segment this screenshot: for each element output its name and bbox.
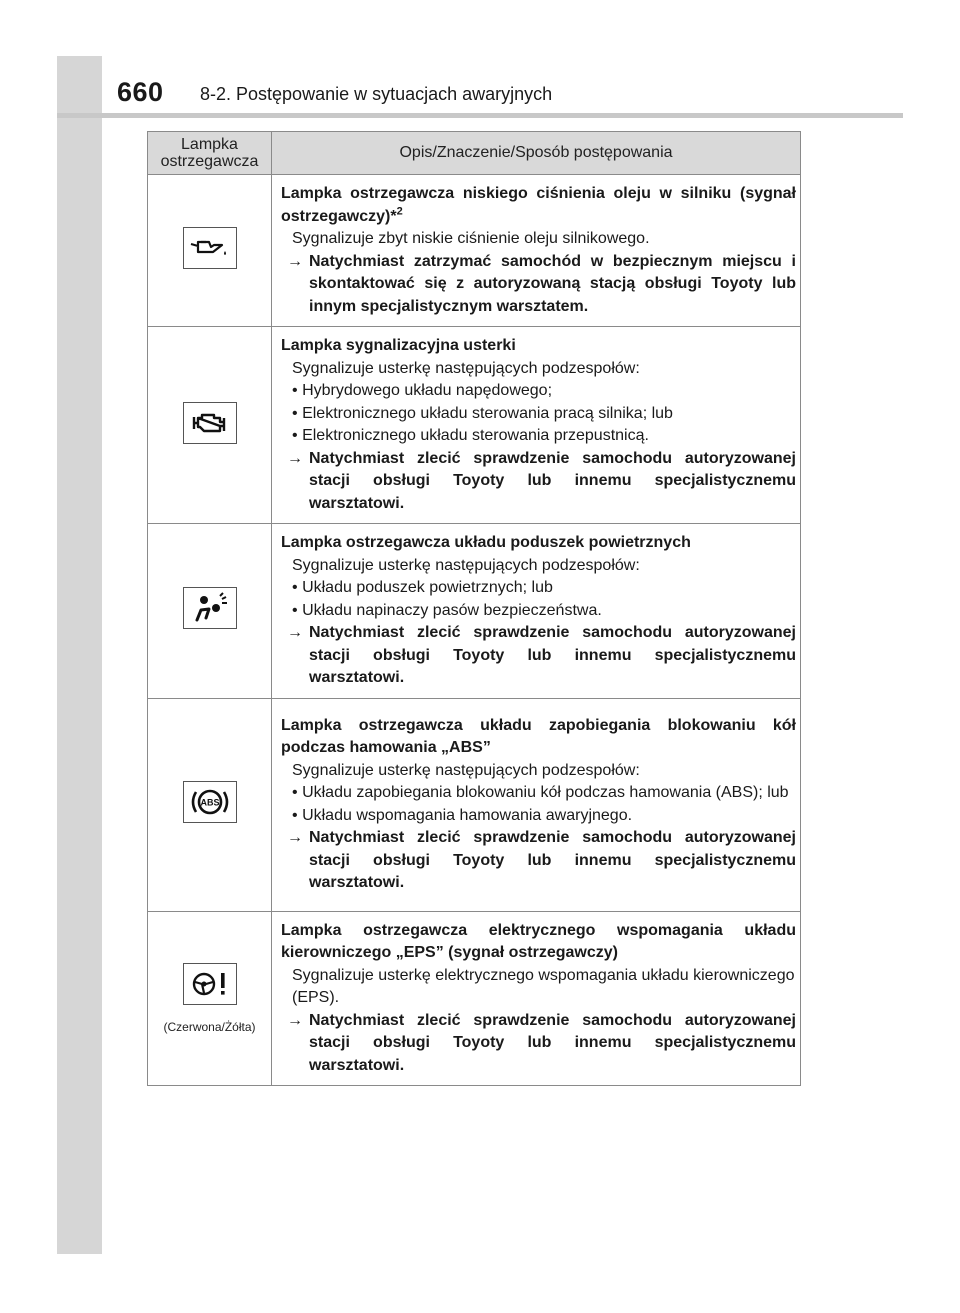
- lamp-cell: [148, 911, 272, 1086]
- lamp-title: Lampka ostrzegawcza układu zapobiegania blokowaniu kół podczas hamowania „ABS”: [281, 716, 796, 756]
- check-engine-icon: [183, 402, 237, 444]
- lamp-description: Sygnalizuje usterkę elektrycznego wspomagania układu kierowniczego (EPS).: [292, 966, 795, 1006]
- table-header-row: [148, 132, 801, 175]
- list-item: • Układu poduszek powietrznych; lub: [292, 579, 553, 596]
- arrow-right-icon: →: [287, 829, 303, 846]
- arrow-right-icon: →: [287, 449, 303, 467]
- list-item: • Elektronicznego układu sterowania przepustnicą.: [292, 427, 649, 444]
- lamp-title: Lampka ostrzegawcza układu poduszek powietrznych: [281, 534, 691, 551]
- table-row: [148, 175, 801, 327]
- description-cell: [272, 524, 801, 699]
- warning-lamp-table: [147, 131, 801, 1086]
- lamp-color-caption: (Czerwona/Żółta): [163, 1019, 256, 1034]
- description-cell: [272, 327, 801, 524]
- lamp-cell: [148, 175, 272, 327]
- lamp-action: → Natychmiast zatrzymać samochód w bezpiecznym miejscu i skontaktować się z autoryzowaną stacją obsługi Toyoty lub innym specjalistycznym warsztatem.: [281, 251, 796, 319]
- side-margin-band: [57, 56, 102, 1254]
- list-item: • Układu zapobiegania blokowaniu kół podczas hamowania (ABS); lub: [292, 784, 789, 801]
- lamp-title: Lampka sygnalizacyjna usterki: [281, 337, 516, 354]
- lamp-action: → Natychmiast zlecić sprawdzenie samochodu autoryzowanej stacji obsługi Toyoty lub innemu specjalistycznemu warsztatowi.: [281, 1010, 796, 1078]
- lamp-title: Lampka ostrzegawcza elektrycznego wspomagania układu kierowniczego „EPS” (sygnał ostrzegawczy): [281, 921, 796, 961]
- lamp-description: Sygnalizuje zbyt niskie ciśnienie oleju silnikowego.: [292, 230, 650, 247]
- list-item: • Elektronicznego układu sterowania pracą silnika; lub: [292, 404, 673, 422]
- description-cell: [272, 911, 801, 1086]
- arrow-right-icon: →: [287, 1011, 303, 1029]
- lamp-cell: [148, 327, 272, 524]
- header-divider: [57, 113, 903, 118]
- description-cell: [272, 698, 801, 911]
- arrow-right-icon: →: [287, 252, 303, 270]
- lamp-description: Sygnalizuje usterkę następujących podzespołów:: [292, 359, 640, 377]
- description-cell: [272, 175, 801, 327]
- table-row: [148, 327, 801, 524]
- lamp-cell: [148, 524, 272, 699]
- column-header-description: Opis/Znaczenie/Sposób postępowania: [272, 132, 801, 175]
- lamp-action: → Natychmiast zlecić sprawdzenie samochodu autoryzowanej stacji obsługi Toyoty lub innemu specjalistycznemu warsztatowi.: [281, 622, 796, 690]
- airbag-icon: [183, 587, 237, 629]
- page-number: 660: [117, 77, 164, 107]
- lamp-description: Sygnalizuje usterkę następujących podzespołów:: [292, 556, 640, 574]
- column-header-lamp: Lampka ostrzegawcza: [148, 132, 272, 175]
- list-item: • Hybrydowego układu napędowego;: [292, 382, 553, 399]
- list-item: • Układu wspomagania hamowania awaryjnego.: [292, 806, 633, 824]
- lamp-action: → Natychmiast zlecić sprawdzenie samochodu autoryzowanej stacji obsługi Toyoty lub innemu specjalistycznemu warsztatowi.: [281, 827, 796, 895]
- abs-icon-label: ABS: [199, 797, 220, 808]
- table-row: [148, 911, 801, 1086]
- list-item: • Układu napinaczy pasów bezpieczeństwa.: [292, 601, 602, 619]
- lamp-cell: [148, 698, 272, 911]
- oil-pressure-icon: [183, 227, 237, 269]
- table-row: [148, 698, 801, 911]
- eps-steering-icon: [183, 963, 237, 1005]
- table-row: [148, 524, 801, 699]
- lamp-title: Lampka ostrzegawcza niskiego ciśnienia oleju w silniku (sygnał ostrzegawczy)*$^2$: [281, 185, 796, 225]
- lamp-description: Sygnalizuje usterkę następujących podzespołów:: [292, 761, 640, 779]
- section-title: 8-2. Postępowanie w sytuacjach awaryjnych: [200, 84, 553, 104]
- lamp-action: → Natychmiast zlecić sprawdzenie samochodu autoryzowanej stacji obsługi Toyoty lub innemu specjalistycznemu warsztatowi.: [281, 448, 796, 516]
- abs-icon: [183, 781, 237, 823]
- arrow-right-icon: →: [287, 624, 303, 641]
